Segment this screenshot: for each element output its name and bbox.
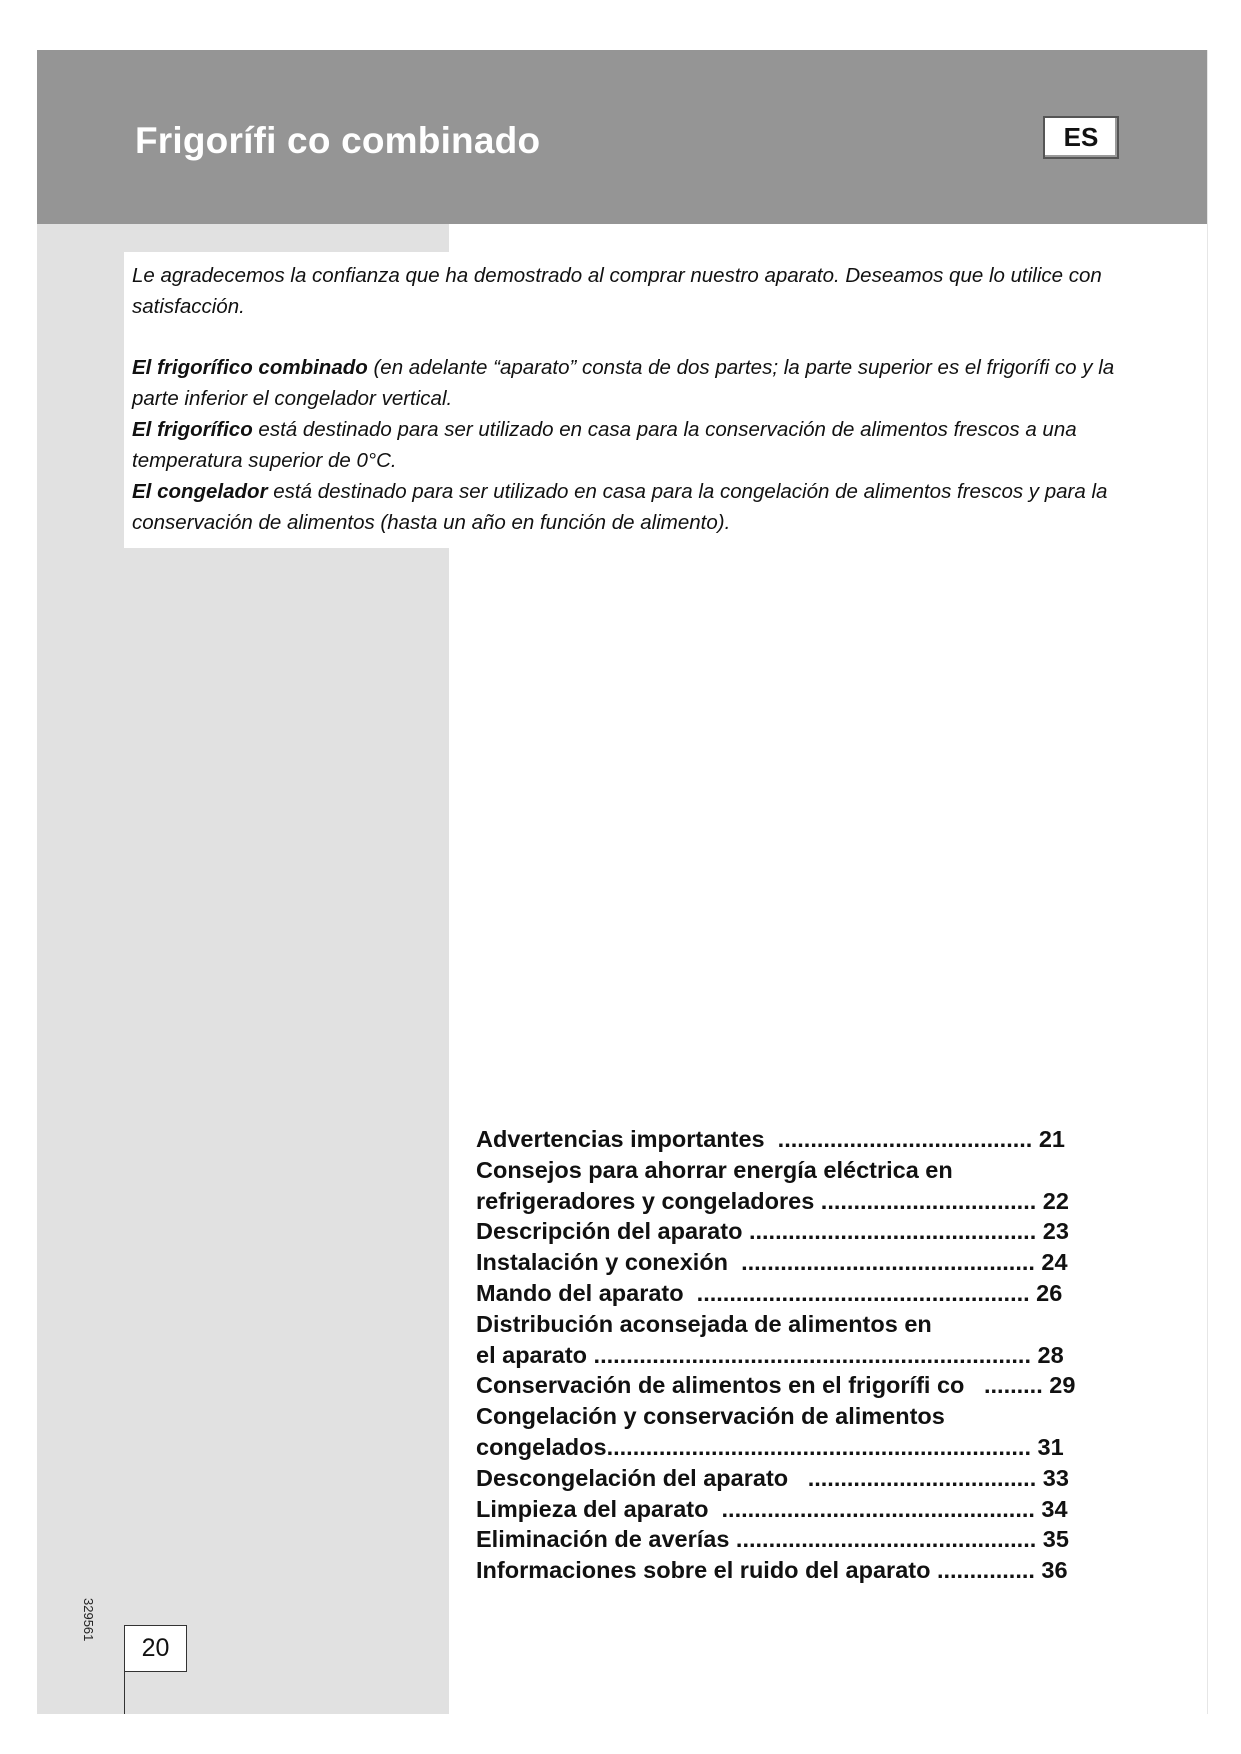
intro-paragraph-thanks: Le agradecemos la confianza que ha demostrado al comprar nuestro aparato. Deseamos que lo utilice con satisfacción.: [132, 264, 1102, 318]
toc-entry: Conservación de alimentos en el frigorífi co ......... 29: [476, 1372, 1076, 1399]
toc-entry: el aparato ................................................................... 28: [476, 1341, 1064, 1368]
intro-text-freezer: está destinado para ser utilizado en casa para la congelación de alimentos frescos y para la conservación de alimentos (hasta un año en función de alimento).: [132, 480, 1108, 534]
intro-paragraph-combined: [132, 352, 1124, 414]
toc-entry: Descongelación del aparato ................................... 33: [476, 1464, 1069, 1491]
toc-entry: Informaciones sobre el ruido del aparato ............... 36: [476, 1557, 1068, 1584]
toc-entry: Congelación y conservación de alimentos: [476, 1403, 945, 1430]
toc-entry: Descripción del aparato ............................................ 23: [476, 1218, 1069, 1245]
language-badge: ES: [1043, 116, 1119, 159]
page-number-rule: [124, 1672, 125, 1714]
toc-entry: Instalación y conexión ............................................. 24: [476, 1249, 1068, 1276]
toc-entry: congelados................................................................. 31: [476, 1433, 1064, 1460]
toc-entry: refrigeradores y congeladores ................................. 22: [476, 1187, 1069, 1214]
toc-entry: Advertencias importantes ....................................... 21: [476, 1126, 1065, 1152]
intro-term-combined: El frigorífico combinado: [132, 356, 368, 379]
page-title: Frigorífi co combinado: [135, 120, 541, 161]
toc-entry: Eliminación de averías .............................................. 35: [476, 1526, 1069, 1553]
intro-term-fridge: El frigorífico: [132, 418, 253, 441]
intro-paragraph-freezer: [132, 476, 1124, 538]
document-code: 329561: [81, 1598, 96, 1642]
table-of-contents: [476, 1124, 1136, 1586]
intro-paragraph-fridge: [132, 414, 1124, 476]
toc-entry: Distribución aconsejada de alimentos en: [476, 1310, 932, 1337]
toc-entry: Consejos para ahorrar energía eléctrica en: [476, 1156, 953, 1183]
intro-text-fridge: está destinado para ser utilizado en casa para la conservación de alimentos frescos a una temperatura superior de 0°C.: [132, 418, 1077, 472]
intro-text-combined: (en adelante “aparato” consta de dos partes; la parte superior es el frigorífi co y la parte inferior el congelador vertical.: [132, 356, 1115, 410]
toc-entry: Mando del aparato ................................................... 26: [476, 1279, 1063, 1306]
page-number: 20: [124, 1625, 187, 1672]
toc-entry: Limpieza del aparato ................................................ 34: [476, 1495, 1068, 1522]
intro-text: [124, 252, 1124, 548]
intro-term-freezer: El congelador: [132, 480, 268, 503]
